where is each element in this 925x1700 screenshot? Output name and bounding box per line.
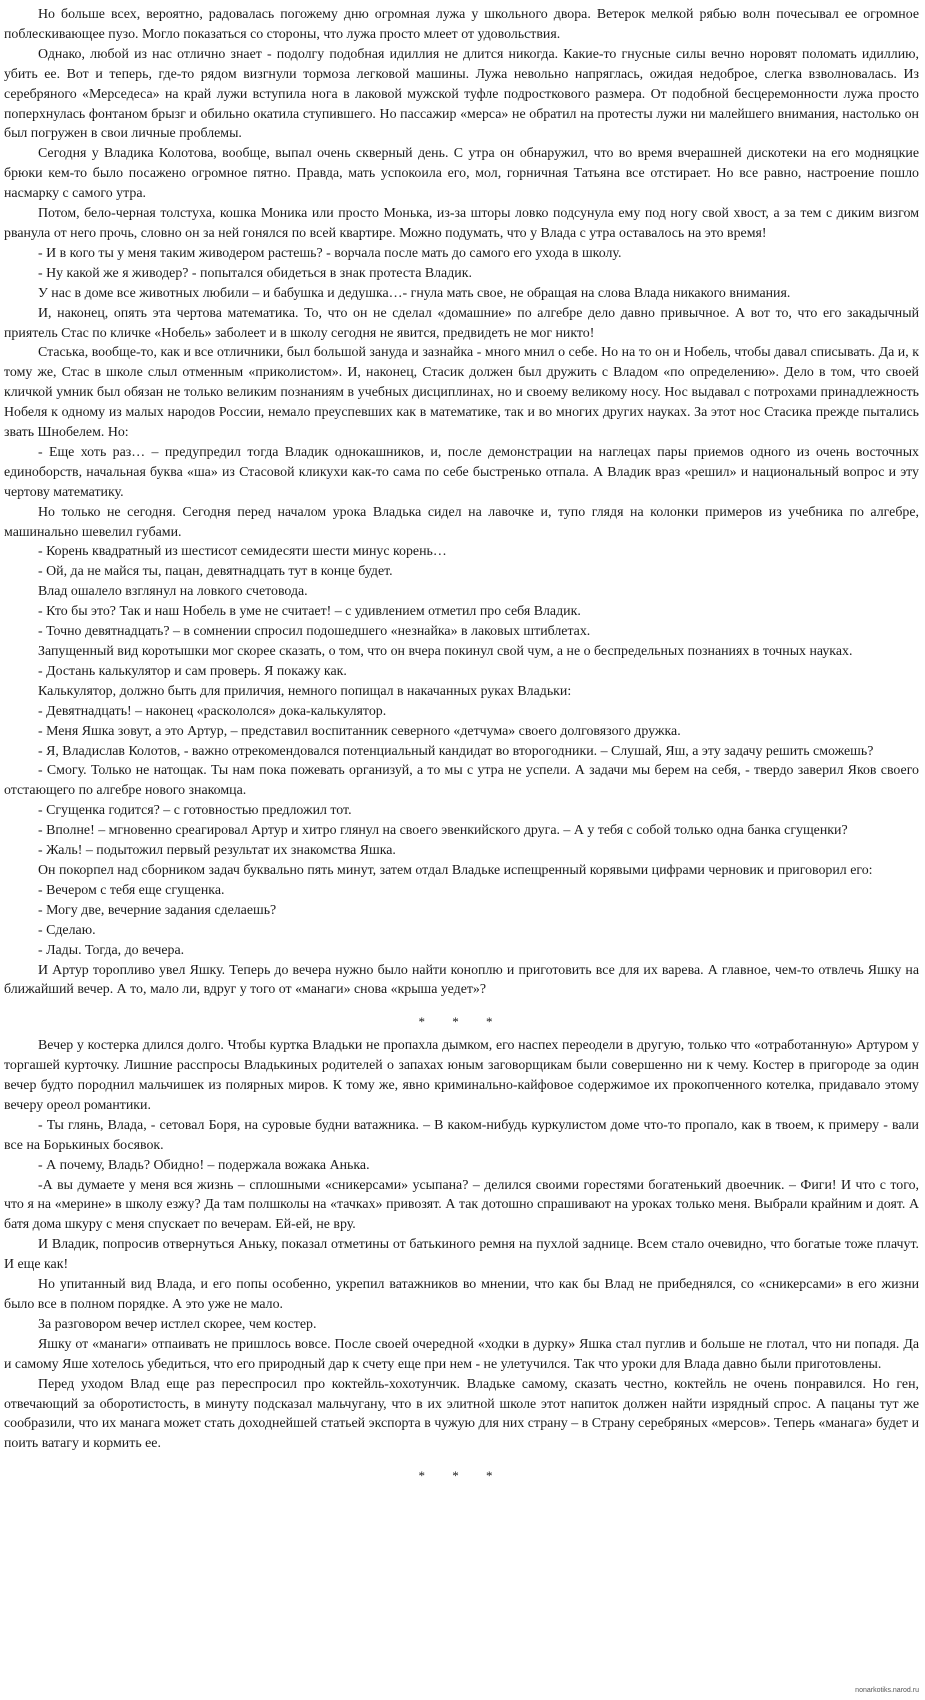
paragraph: Однако, любой из нас отлично знает - подолгу подобная идиллия не длится никогда. Какие-то гнусные силы вечно норовят поломать идиллию, убить ее. Вот и теперь, где-то рядом визгнули тормоза легковой машины. Лужа невольно напряглась, ожидая недоброе, слегка взволновалась. Из серебряного «Мерседеса» на край лужи вступила нога в лаковой мужской туфле подросткового размера. От подобной бесцеремонности лужа просто поперхнулась фонтаном брызг и обильно окатила ступившего. Но пассажир «мерса» не обратил на протесты лужи ни малейшего внимания, настолько он был погружен в свои личные проблемы. bbox=[4, 46, 919, 142]
paragraph: Сегодня у Владика Колотова, вообще, выпал очень скверный день. С утра он обнаружил, что во время вчерашней дискотеки на его модняцкие брюки кем-то было посажено огромное пятно. Правда, мать успокоила его, мол, горничная Татьяна все отстирает. Но все равно, настроение пошло насмарку с самого утра. bbox=[4, 146, 919, 202]
section-separator-1: * * * bbox=[418, 1014, 505, 1030]
paragraph: - Корень квадратный из шестисот семидесяти шести минус корень… bbox=[38, 544, 447, 560]
paragraph: Но только не сегодня. Сегодня перед началом урока Владька сидел на лавочке и, тупо глядя на колонки примеров из учебника по алгебре, машинально шевелил губами. bbox=[4, 504, 919, 540]
paragraph: Вечер у костерка длился долго. Чтобы куртка Владьки не пропахла дымком, его наспех переодели в другую, только что «отработанную» Артуром у торгашей курточку. Лишние расспросы Владькиных родителей о запахах юным заговорщикам были совершенно ни к чему. Костер в пригороде за один вечер будто породнил мальчишек из полярных миров. К тому же, явно криминально-кайфовое содержимое их прокопченного котелка, придавало этому вечеру ореол романтики. bbox=[4, 1038, 919, 1113]
paragraph: - Я, Владислав Колотов, - важно отрекомендовался потенциальный кандидат во второгодники. – Слушай, Яш, а эту задачу решить сможешь? bbox=[38, 743, 874, 759]
paragraph: - Ну какой же я живодер? - попытался обидеться в знак протеста Владик. bbox=[38, 265, 472, 281]
paragraph: И Владик, попросив отвернуться Аньку, показал отметины от батькиного ремня на пухлой заднице. Всем стало очевидно, что богатые тоже плачут. И еще как! bbox=[4, 1237, 919, 1273]
paragraph: - Ой, да не майся ты, пацан, девятнадцать тут в конце будет. bbox=[38, 564, 393, 580]
site-watermark: nonarkotiks.narod.ru bbox=[855, 1687, 919, 1694]
paragraph: - Вполне! – мгновенно среагировал Артур и хитро глянул на своего эвенкийского друга. – А у тебя с собой только одна банка сгущенки? bbox=[38, 823, 848, 839]
paragraph: Потом, бело-черная толстуха, кошка Моника или просто Монька, из-за шторы ловко подсунула ему под ногу свой хвост, а за тем с диким визгом рванула от него прочь, словно он за ней гонялся по всей квартире. Можно подумать, что у Влада с утра оставалось на это время! bbox=[4, 206, 919, 241]
paragraph: Стаська, вообще-то, как и все отличники, был большой зануда и зазнайка - много мнил о себе. Но на то он и Нобель, чтобы давал списывать. Да и, к тому же, Стас в школе слыл отменным «приколистом». И, наконец, Стасик должен был дружить с Владом «по определению». Дело в том, что своей кличкой умник был обязан не только великим познаниям в учебных дисциплинах, но и своему великому носу. Нос выдавал с потрохами принадлежность Нобеля к одному из малых народов России, немало преуспевших как в математике, так и во многих других науках. За этот нос Стасика прежде пытались звать Шнобелем. Но: bbox=[4, 345, 919, 441]
paragraph: Яшку от «манаги» отпаивать не пришлось вовсе. После своей очередной «ходки в дурку» Яшка стал пуглив и больше не глотал, что ни попадя. Да и самому Яше хотелось убедиться, что его природный дар к счету еще при нем - не улетучился. Так что уроки для Влада давно были приготовлены. bbox=[4, 1336, 919, 1372]
paragraph: И, наконец, опять эта чертова математика. То, что он не сделал «домашние» по алгебре дело давно привычное. А вот то, что его закадычный приятель Стас по кличке «Нобель» заболеет и в школу сегодня не явится, предвидеть не мог никто! bbox=[4, 305, 919, 341]
paragraph: - Кто бы это? Так и наш Нобель в уме не считает! – с удивлением отметил про себя Владик. bbox=[38, 604, 581, 620]
paragraph: - Сгущенка годится? – с готовностью предложил тот. bbox=[38, 803, 352, 819]
paragraph: -А вы думаете у меня вся жизнь – сплошными «сникерсами» усыпана? – делился своими горестями богатенький двоечник. – Фиги! И что с того, что я на «мерине» в школу езжу? Да там полшколы на «тачках» привозят. А так дотошно спрашивают на уроках только меня. Выбрали крайним и доят. А батя дома шкуру с меня спускает по вечерам. Ей-ей, не вру. bbox=[4, 1177, 919, 1233]
paragraph: Но упитанный вид Влада, и его попы особенно, укрепил ватажников во мнении, что как бы Влад не прибеднялся, со «сникерсами» в его жизни было все в полном порядке. А это уже не мало. bbox=[4, 1277, 919, 1312]
paragraph: И Артур торопливо увел Яшку. Теперь до вечера нужно было найти коноплю и приготовить все для их варева. А главное, чем-то отвлечь Яшку на ближайший вечер. А то, мало ли, вдруг у того от «манаги» снова «крыша уедет»? bbox=[4, 962, 919, 998]
paragraph: - И в кого ты у меня таким живодером растешь? - ворчала после мать до самого его ухода в школу. bbox=[38, 245, 622, 261]
paragraph: - Вечером с тебя еще сгущенка. bbox=[38, 882, 225, 898]
paragraph: У нас в доме все животных любили – и бабушка и дедушка…- гнула мать свое, не обращая на слова Влада никакого внимания. bbox=[38, 285, 791, 301]
paragraph: - Сделаю. bbox=[38, 922, 96, 938]
paragraph: Он покорпел над сборником задач буквально пять минут, затем отдал Владьке испещренный корявыми цифрами черновик и приговорил его: bbox=[38, 862, 873, 878]
paragraph: Перед уходом Влад еще раз переспросил про коктейль-хохотунчик. Владьке самому, сказать честно, коктейль не очень понравился. Но ген, отвечающий за оборотистость, в минуту подсказал мальчугану, что в их элитной школе этот напиток должен найти изрядный спрос. А пацаны тут же сообразили, что их манага может стать доходнейшей статьей экспорта в чужую для них страну – в Страну серебряных «мерсов». Теперь «манага» будет и поить ватагу и кормить ее. bbox=[4, 1376, 919, 1452]
paragraph: - Жаль! – подытожил первый результат их знакомства Яшка. bbox=[38, 843, 396, 859]
paragraph: - Лады. Тогда, до вечера. bbox=[38, 942, 185, 958]
paragraph: Влад ошалело взглянул на ловкого счетовода. bbox=[38, 584, 308, 600]
paragraph: - Меня Яшка зовут, а это Артур, – представил воспитанник северного «детчума» своего долговязого дружка. bbox=[38, 723, 681, 739]
paragraph: - Девятнадцать! – наконец «раскололся» дока-калькулятор. bbox=[38, 703, 387, 719]
paragraph: - А почему, Владь? Обидно! – подержала вожака Анька. bbox=[38, 1157, 370, 1173]
paragraph: - Могу две, вечерние задания сделаешь? bbox=[38, 902, 277, 918]
paragraph: Калькулятор, должно быть для приличия, немного попищал в накачанных руках Владьки: bbox=[38, 683, 572, 699]
paragraph: За разговором вечер истлел скорее, чем костер. bbox=[38, 1316, 317, 1332]
text-block-2 bbox=[4, 1036, 919, 1454]
text-block-1 bbox=[4, 5, 919, 1000]
paragraph: - Еще хоть раз… – предупредил тогда Владик однокашников, и, после демонстрации на наглецах пары приемов одного из очень восточных единоборств, начальная буква «ша» из Стасовой кликухи как-то сама по себе быстренько отпала. А Владик враз «решил» и национальный вопрос и эту чертову математику. bbox=[4, 444, 919, 500]
paragraph: - Точно девятнадцать? – в сомнении спросил подошедшего «незнайка» в лаковых штиблетах. bbox=[38, 624, 591, 640]
paragraph: Запущенный вид коротышки мог скорее сказать, о том, что он вчера покинул свой чум, а не о беспредельных познаниях в точных науках. bbox=[38, 644, 853, 659]
paragraph: - Достань калькулятор и сам проверь. Я покажу как. bbox=[38, 663, 347, 679]
paragraph: - Смогу. Только не натощак. Ты нам пока пожевать организуй, а то мы с утра не успели. А задачи мы берем на себя, - твердо заверил Яков своего отстающего по алгебре нового знакомца. bbox=[4, 763, 919, 799]
paragraph: - Ты глянь, Влада, - сетовал Боря, на суровые будни ватажника. – В каком-нибудь куркулистом доме что-то пропало, как в твоем, к примеру - вали все на Борькиных босявок. bbox=[4, 1117, 919, 1153]
section-separator-2: * * * bbox=[418, 1468, 505, 1484]
paragraph: Но больше всех, вероятно, радовалась погожему дню огромная лужа у школьного двора. Ветерок мелкой рябью волн почесывал ее огромное поблескивающее пузо. Могло показаться со стороны, что лужа просто млеет от удовольствия. bbox=[4, 7, 919, 42]
